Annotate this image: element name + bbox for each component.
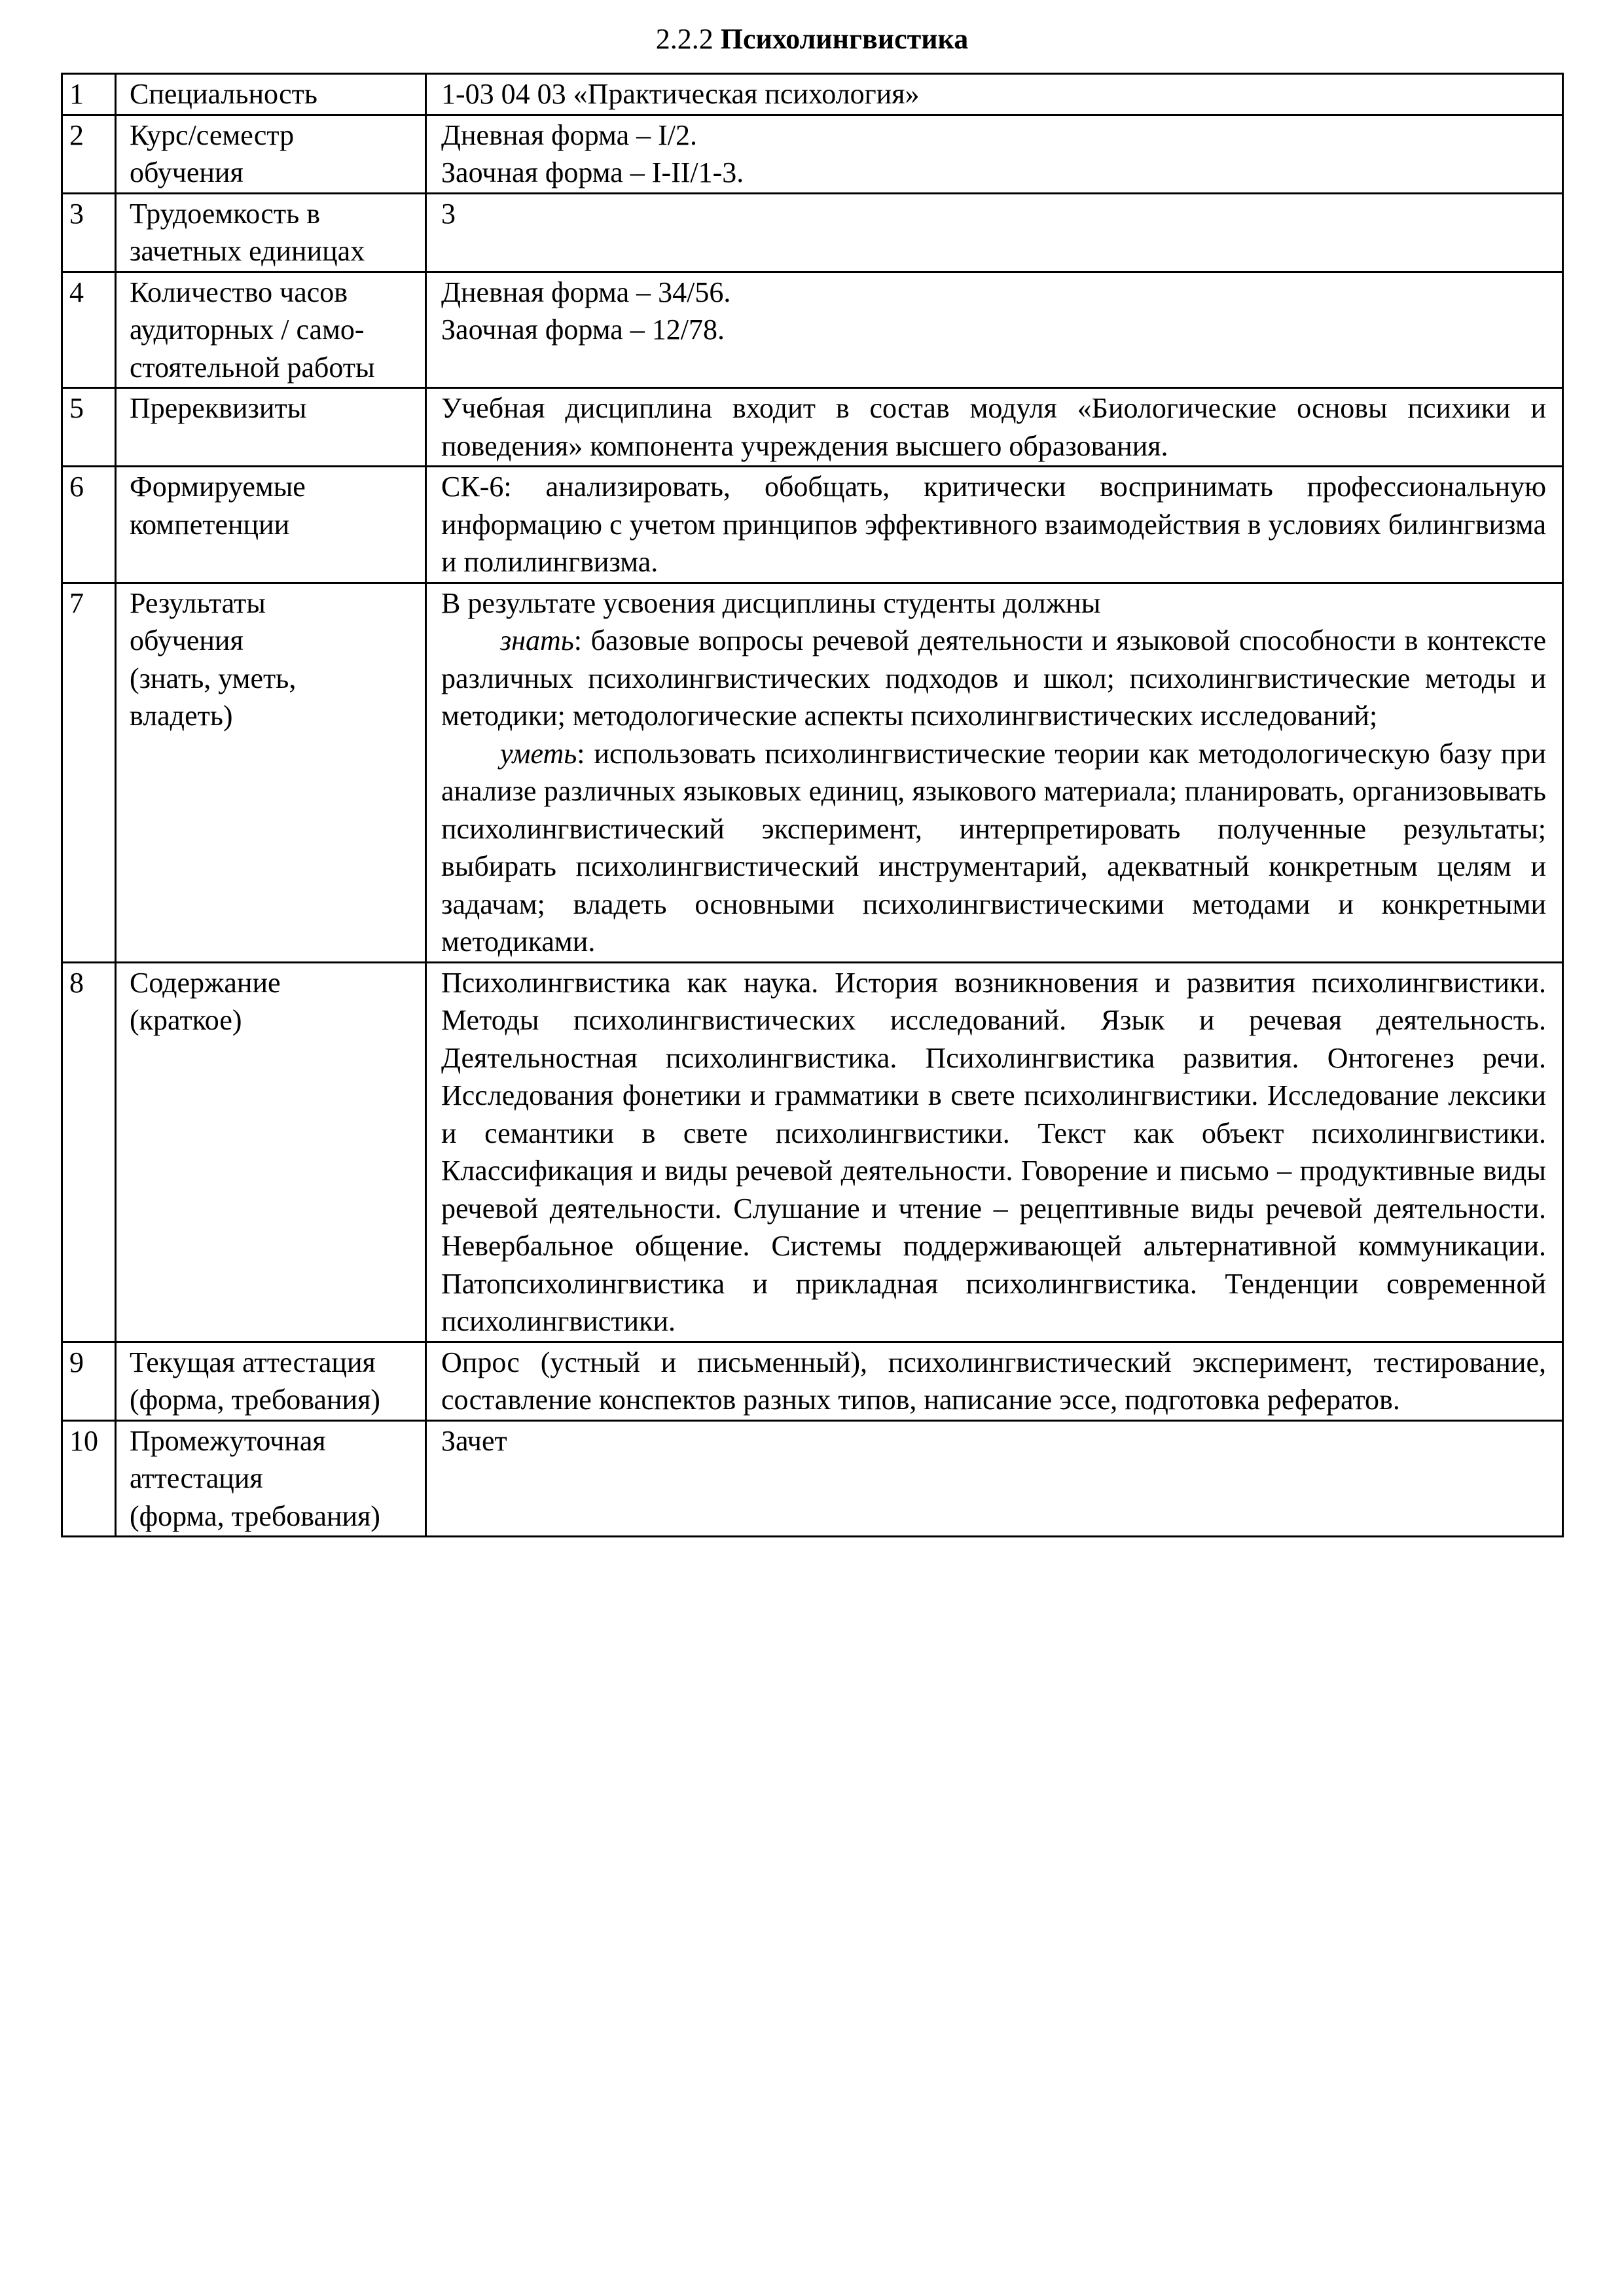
row-value: Учебная дисциплина входит в состав модуля «Биологические основы психики и поведения» компонента учреждения высшего образования. <box>426 388 1563 467</box>
row-value: Опрос (устный и письменный), психолингвистический эксперимент, тестирование, составление конспектов разных типов, написание эссе, подготовка рефератов. <box>426 1342 1563 1420</box>
know-paragraph <box>441 622 1546 735</box>
learning-outcomes-intro: В результате усвоения дисциплины студенты должны <box>441 586 1101 619</box>
row-number: 3 <box>62 193 116 272</box>
value-line: 1-03 04 03 «Практическая психология» <box>441 78 920 110</box>
row-value <box>426 115 1563 193</box>
label-line: владеть) <box>130 700 233 732</box>
label-line: Содержание <box>130 966 281 999</box>
label-line: Промежуточная <box>130 1424 326 1457</box>
row-value: СК-6: анализировать, обобщать, критически воспринимать профессиональную информацию с учетом принципов эффективного взаимодействия в условиях билингвизма и полилингвизма. <box>426 467 1563 583</box>
table-row <box>62 962 1563 1342</box>
table-row <box>62 583 1563 962</box>
table-row <box>62 115 1563 193</box>
row-label <box>116 467 426 583</box>
label-line: (краткое) <box>130 1004 242 1036</box>
row-label <box>116 272 426 388</box>
table-row <box>62 272 1563 388</box>
row-number: 4 <box>62 272 116 388</box>
row-number: 8 <box>62 962 116 1342</box>
value-line: Заочная форма – I-II/1-3. <box>441 156 744 188</box>
label-line: (форма, требования) <box>130 1384 380 1416</box>
label-line: стоятельной работы <box>130 351 375 384</box>
label-line: Трудоемкость в <box>130 197 320 230</box>
row-number: 10 <box>62 1420 116 1537</box>
value-line: Дневная форма – 34/56. <box>441 276 731 308</box>
can-paragraph <box>441 735 1546 961</box>
table-row <box>62 74 1563 115</box>
can-text: : использовать психолингвистические теории как методологическую базу при анализе различных языковых единиц, языкового материала; планировать, организовывать психолингвистический эксперимент, интерпретировать полученные результаты; выбирать психолингвистический инструментарий, адекватный конкретным целям и задачам; владеть основными психолингвистическими методами и конкретными методиками. <box>441 737 1546 958</box>
label-line: Текущая аттестация <box>130 1346 376 1378</box>
table-row <box>62 388 1563 467</box>
row-label <box>116 583 426 962</box>
row-label <box>116 1342 426 1420</box>
label-line: (знать, уметь, <box>130 662 297 694</box>
row-label <box>116 962 426 1342</box>
label-line: аттестация <box>130 1462 263 1494</box>
label-line: зачетных единицах <box>130 235 365 267</box>
row-label <box>116 74 426 115</box>
label-line: Пререквизиты <box>130 392 307 424</box>
row-number: 7 <box>62 583 116 962</box>
row-label <box>116 388 426 467</box>
row-value <box>426 583 1563 962</box>
row-number: 9 <box>62 1342 116 1420</box>
section-number: 2.2.2 <box>655 23 713 55</box>
row-number: 1 <box>62 74 116 115</box>
value-line: Дневная форма – I/2. <box>441 118 697 151</box>
know-text: : базовые вопросы речевой деятельности и языковой способности в контексте различных психолингвистических подходов и школ; психолингвистические методы и методики; методологические аспекты психолингвистических исследований; <box>441 624 1546 732</box>
row-number: 5 <box>62 388 116 467</box>
label-line: Специальность <box>130 78 317 110</box>
course-table <box>61 73 1564 1537</box>
table-row <box>62 1420 1563 1537</box>
value-line: Зачет <box>441 1424 507 1457</box>
table-row <box>62 193 1563 272</box>
row-label <box>116 1420 426 1537</box>
row-value <box>426 272 1563 388</box>
label-line: Формируемые <box>130 471 306 503</box>
label-line: Курс/семестр <box>130 118 295 151</box>
value-line: 3 <box>441 197 456 230</box>
label-line: (форма, требования) <box>130 1499 380 1532</box>
can-term: уметь <box>500 737 577 770</box>
label-line: обучения <box>130 624 244 656</box>
row-number: 6 <box>62 467 116 583</box>
know-term: знать <box>500 624 574 656</box>
row-number: 2 <box>62 115 116 193</box>
row-label <box>116 193 426 272</box>
page-title <box>0 20 1624 59</box>
label-line: компетенции <box>130 508 290 541</box>
row-value <box>426 193 1563 272</box>
label-line: обучения <box>130 156 244 188</box>
row-label <box>116 115 426 193</box>
row-value <box>426 1420 1563 1537</box>
row-value: Психолингвистика как наука. История возникновения и развития психолингвистики. Методы психолингвистических исследований. Язык и речевая деятельность. Деятельностная психолингвистика. Психолингвистика развития. Онтогенез речи. Исследования фонетики и грамматики в свете психолингвистики. Исследование лексики и семантики в свете психолингвистики. Текст как объект психолингвистики. Классификация и виды речевой деятельности. Говорение и письмо – продуктивные виды речевой деятельности. Слушание и чтение – рецептивные виды речевой деятельности. Невербальное общение. Системы поддерживающей альтернативной коммуникации. Патопсихолингвистика и прикладная психолингвистика. Тенденции современной психолингвистики. <box>426 962 1563 1342</box>
label-line: Количество часов <box>130 276 348 308</box>
section-name: Психолингвистика <box>720 23 969 55</box>
row-value <box>426 74 1563 115</box>
table-row <box>62 1342 1563 1420</box>
table-row <box>62 467 1563 583</box>
label-line: Результаты <box>130 586 266 619</box>
label-line: аудиторных / само- <box>130 314 365 346</box>
value-line: Заочная форма – 12/78. <box>441 314 725 346</box>
